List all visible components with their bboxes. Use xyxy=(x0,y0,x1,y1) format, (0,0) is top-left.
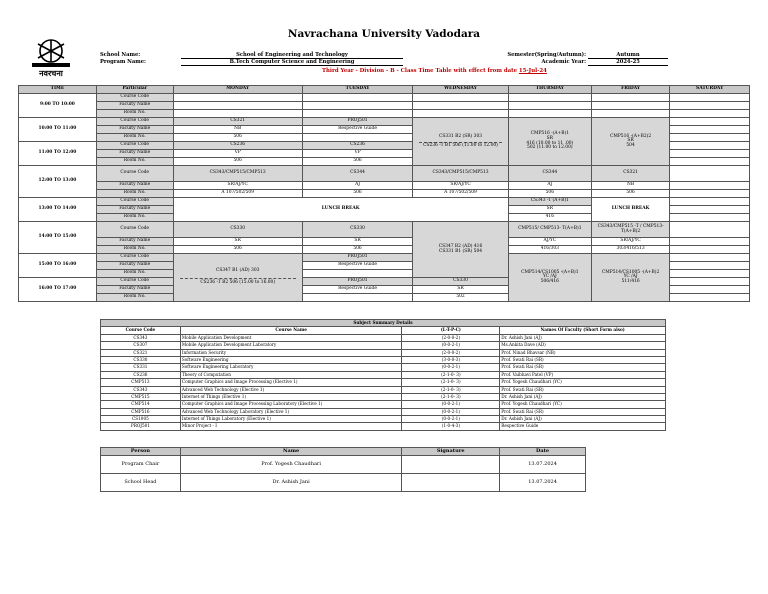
table-cell: CS344 xyxy=(508,166,591,182)
table-cell: Course Code xyxy=(101,327,181,334)
semester-value: Autumn xyxy=(616,52,640,58)
table-row xyxy=(101,349,666,356)
table-cell: Respective Guide xyxy=(302,286,412,294)
table-cell xyxy=(670,262,750,270)
table-cell: WEDNESDAY xyxy=(413,86,508,94)
table-row xyxy=(101,474,586,492)
table-cell: (2-0-0-2) xyxy=(402,349,500,356)
table-cell: PROJ501 xyxy=(302,118,412,126)
table-cell: AJ xyxy=(302,182,412,190)
table-cell: VP xyxy=(173,150,302,158)
table-cell: Faculty Name xyxy=(96,126,173,134)
table-cell: 303/416/513 xyxy=(591,246,669,254)
table-cell: Room No. xyxy=(96,158,173,166)
table-cell: Name xyxy=(180,448,401,456)
table-cell: CS236 xyxy=(173,142,302,150)
table-cell: Course Name xyxy=(180,327,402,334)
program-label: Program Name: xyxy=(100,59,146,65)
table-cell: MONDAY xyxy=(173,86,302,94)
table-row xyxy=(101,393,666,400)
table-cell: Prof. Swati Rai (SR) xyxy=(500,364,666,371)
table-cell xyxy=(670,214,750,222)
notice-text: Third Year - Division - B - Class Time Table with effect from date 15-Jul-24 xyxy=(322,68,547,74)
table-cell: Room No. xyxy=(96,246,173,254)
lab-cell: CMP514/CS1005 -(A+B)2 YC /AJ 511/416 xyxy=(591,254,669,302)
table-cell xyxy=(670,246,750,254)
table-cell xyxy=(591,94,669,102)
table-cell: Prof. Yogesh Chaudhari (YC) xyxy=(500,401,666,408)
table-cell: CMP515 xyxy=(101,393,181,400)
table-cell xyxy=(402,456,500,474)
table-cell: CMP516 xyxy=(101,408,181,415)
table-cell: Room No. xyxy=(96,190,173,198)
table-cell: CS343 -T (A+B)1 xyxy=(508,198,591,206)
table-cell: Room No. xyxy=(96,270,173,278)
table-cell: (2-1-0- 3) xyxy=(402,386,500,393)
table-cell: CS236 xyxy=(101,371,181,378)
table-cell: Software Engineering Laboratory xyxy=(180,364,402,371)
table-cell xyxy=(670,102,750,110)
table-row xyxy=(101,379,666,386)
table-cell: CS343 xyxy=(101,334,181,341)
lunch-break: LUNCH BREAK xyxy=(173,198,508,222)
table-cell: Faculty Name xyxy=(96,206,173,214)
time-slot: 10:00 TO 11:00 xyxy=(19,118,97,142)
table-cell xyxy=(670,126,750,134)
table-cell: School Head xyxy=(101,474,181,492)
table-cell: 13.07.2024 xyxy=(500,474,586,492)
table-cell: Room No. xyxy=(96,214,173,222)
table-cell: SR xyxy=(508,206,591,214)
timetable xyxy=(18,85,750,302)
table-cell: CS307 xyxy=(101,342,181,349)
subject-summary xyxy=(100,319,666,431)
table-cell xyxy=(591,110,669,118)
table-cell: CS1005 xyxy=(101,416,181,423)
table-cell: NB xyxy=(591,182,669,190)
timetable-header xyxy=(19,86,750,94)
table-cell: Software Engineering xyxy=(180,356,402,363)
table-cell: 506 xyxy=(302,158,412,166)
academic-year-value: 2024-25 xyxy=(616,59,640,65)
lunch-break: LUNCH BREAK xyxy=(591,198,669,222)
table-cell xyxy=(413,94,508,102)
table-cell: Names Of Faculty (Short Form also) xyxy=(500,327,666,334)
table-cell: Computer Graphics and Image Processing Laboratory (Elective 1) xyxy=(180,401,402,408)
time-slot: 11:00 TO 12:00 xyxy=(19,142,97,166)
table-cell: (0-0-2-1) xyxy=(402,416,500,423)
table-cell xyxy=(670,238,750,246)
table-cell xyxy=(670,142,750,150)
table-cell: Course Code xyxy=(96,278,173,286)
table-cell: Faculty Name xyxy=(96,102,173,110)
table-cell: CS321 xyxy=(173,118,302,126)
subject-summary-title: Subject Summary Details xyxy=(101,320,666,327)
program-value: B.Tech Computer Science and Engineering xyxy=(229,59,355,65)
table-cell: (0-0-2-1) xyxy=(402,342,500,349)
table-cell: Course Code xyxy=(96,94,173,102)
table-cell: CS330 xyxy=(413,278,508,286)
table-cell: CS331 xyxy=(101,364,181,371)
table-cell xyxy=(302,294,412,302)
table-cell: (2-1-0- 3) xyxy=(402,393,500,400)
table-cell: Course Code xyxy=(96,222,173,238)
table-cell: Minor Project - I xyxy=(180,423,402,430)
table-cell xyxy=(670,198,750,206)
table-cell: 506 xyxy=(173,246,302,254)
table-cell: (2-1-0- 3) xyxy=(402,371,500,378)
table-cell: SR xyxy=(413,286,508,294)
table-cell: Respective Guide xyxy=(302,262,412,270)
time-slot: 13:00 TO 14:00 xyxy=(19,198,97,222)
table-cell: Faculty Name xyxy=(96,238,173,246)
table-cell: 506 xyxy=(302,246,412,254)
table-cell xyxy=(670,278,750,286)
university-logo xyxy=(26,38,76,80)
table-cell: (0-0-2-1) xyxy=(402,364,500,371)
table-cell: Respective Guide xyxy=(302,126,412,134)
table-cell xyxy=(302,94,412,102)
table-cell: (0-0-2-1) xyxy=(402,408,500,415)
table-cell: Mobile Application Development Laboratory xyxy=(180,342,402,349)
table-cell: 506 xyxy=(173,134,302,142)
table-cell: Prof. Swati Rai (SR) xyxy=(500,356,666,363)
table-cell: 506 xyxy=(508,190,591,198)
time-slot: 16:00 TO 17:00 xyxy=(19,278,97,302)
table-cell: CS321 xyxy=(101,349,181,356)
table-cell: Ms.Ankita Dave (AD) xyxy=(500,342,666,349)
table-cell: SR/AJ/YC xyxy=(591,238,669,246)
table-cell: PROJ501 xyxy=(302,278,412,286)
table-cell xyxy=(173,102,302,110)
school-label: School Name: xyxy=(100,52,141,58)
table-cell: (1-0-4-3) xyxy=(402,423,500,430)
table-cell: Faculty Name xyxy=(96,286,173,294)
table-cell: PROJ501 xyxy=(302,254,412,262)
table-cell xyxy=(302,270,412,278)
table-cell: TIME xyxy=(19,86,97,94)
table-cell xyxy=(302,102,412,110)
table-cell: Prof. Yogesh Chaudhari xyxy=(180,456,401,474)
table-row xyxy=(101,342,666,349)
table-cell xyxy=(670,286,750,294)
table-cell: CS236 xyxy=(302,142,412,150)
table-cell: 416/303 xyxy=(508,246,591,254)
lab-cell: CMP516 -(A+B)1 SR 416 (10.00 to 11 .00) 502 (11.00 to 12.00) xyxy=(508,118,591,166)
table-cell: AJ/YC xyxy=(508,238,591,246)
table-cell: Prof. Vaibhavi Patel (VP) xyxy=(500,371,666,378)
table-cell: SR xyxy=(173,238,302,246)
table-cell: CMP513 xyxy=(101,379,181,386)
table-cell xyxy=(670,222,750,238)
table-cell: Room No. xyxy=(96,294,173,302)
effective-date: 15-Jul-24 xyxy=(518,68,547,74)
table-cell: SR/AJ/YC xyxy=(173,182,302,190)
table-cell: Computer Graphics and Image Processing (Elective 1) xyxy=(180,379,402,386)
table-cell: A 107/502/509 xyxy=(173,190,302,198)
table-cell: Faculty Name xyxy=(96,182,173,190)
table-cell: 506 xyxy=(302,190,412,198)
table-cell: 13.07.2024 xyxy=(500,456,586,474)
table-cell: Dr. Ashish Jani xyxy=(180,474,401,492)
table-cell: CS330 xyxy=(101,356,181,363)
semester-label: Semester(Spring/Autumn): xyxy=(507,52,586,58)
table-cell xyxy=(173,94,302,102)
table-cell: Internet of Things Laboratory (Elective 1) xyxy=(180,416,402,423)
table-cell xyxy=(670,254,750,262)
table-cell xyxy=(402,474,500,492)
table-cell: Course Code xyxy=(96,142,173,150)
table-cell: Dr. Ashish Jani (AJ) xyxy=(500,416,666,423)
table-cell: CS343/CMP515/CMP513 xyxy=(173,166,302,182)
table-row xyxy=(101,356,666,363)
table-row xyxy=(101,456,586,474)
table-cell: THURSDAY xyxy=(508,86,591,94)
signoff-table xyxy=(100,447,586,492)
table-cell: Course Code xyxy=(96,254,173,262)
table-cell: (2-0-0-2) xyxy=(402,334,500,341)
table-cell: Course Code xyxy=(96,198,173,206)
table-cell xyxy=(508,110,591,118)
lab-cell: CS347 B1 (AD) 303 CS236 -T B2 506 (15.00 to 16.00) xyxy=(173,254,302,302)
table-cell: CS343/CMP515/CMP513 xyxy=(413,166,508,182)
table-cell: CS330 xyxy=(173,222,302,238)
table-cell: CS343/CMP515 -T / CMP513- T(A+B)2 xyxy=(591,222,669,238)
table-row xyxy=(101,364,666,371)
table-cell: Faculty Name xyxy=(96,150,173,158)
table-cell: A 107/502/509 xyxy=(413,190,508,198)
table-row xyxy=(101,386,666,393)
table-cell: PROJ501 xyxy=(101,423,181,430)
table-cell: Signature xyxy=(402,448,500,456)
table-cell: Information Security xyxy=(180,349,402,356)
table-cell: Room No. xyxy=(96,110,173,118)
table-cell xyxy=(302,134,412,142)
table-cell: Program Chair xyxy=(101,456,181,474)
table-cell: CS321 xyxy=(591,166,669,182)
table-cell xyxy=(670,190,750,198)
lab-cell: CMP514/CS1005 -(A+B)1 YC /AJ 506/416 xyxy=(508,254,591,302)
table-cell xyxy=(173,110,302,118)
table-cell xyxy=(591,102,669,110)
table-row xyxy=(101,416,666,423)
table-row xyxy=(101,401,666,408)
page-title: Navrachana University Vadodara xyxy=(287,28,481,40)
table-cell: Prof. Yogesh Chaudhari (YC) xyxy=(500,379,666,386)
table-cell xyxy=(670,118,750,126)
table-cell xyxy=(670,206,750,214)
table-cell: Particular xyxy=(96,86,173,94)
table-cell: Course Code xyxy=(96,166,173,182)
table-cell: (3-0-0-3) xyxy=(402,356,500,363)
table-cell: Prof. Swati Rai (SR) xyxy=(500,386,666,393)
table-cell xyxy=(670,166,750,182)
table-row xyxy=(101,334,666,341)
table-cell: NB xyxy=(173,126,302,134)
table-cell: Mobile Application Development xyxy=(180,334,402,341)
table-cell: VP xyxy=(302,150,412,158)
table-cell: AJ xyxy=(508,182,591,190)
table-cell: CMP515/ CMP513- T(A+B)1 xyxy=(508,222,591,238)
table-row xyxy=(101,408,666,415)
svg-text:नवरचना: नवरचना xyxy=(39,69,63,78)
table-cell xyxy=(670,94,750,102)
table-cell: Prof. Ninad Bhavsar (NB) xyxy=(500,349,666,356)
table-cell: FRIDAY xyxy=(591,86,669,94)
table-cell xyxy=(670,182,750,190)
time-slot: 12:00 TO 13:00 xyxy=(19,166,97,198)
table-cell: (0-0-2-1) xyxy=(402,401,500,408)
table-cell: Internet of Things (Elective 1) xyxy=(180,393,402,400)
lab-cell: CS331 B2 (SR) 303 CS236 -T B1 506 (11.00 to 12.00) xyxy=(413,118,508,166)
table-cell xyxy=(670,134,750,142)
table-cell xyxy=(670,270,750,278)
table-cell: Room No. xyxy=(96,134,173,142)
table-cell: CS343 xyxy=(101,386,181,393)
table-cell: (2-1-0- 3) xyxy=(402,379,500,386)
table-cell: TUESDAY xyxy=(302,86,412,94)
table-cell: Respective Guide xyxy=(500,423,666,430)
table-cell xyxy=(670,158,750,166)
table-cell xyxy=(413,110,508,118)
time-slot: 9:00 TO 10:00 xyxy=(19,94,97,118)
table-cell: SATURDAY xyxy=(670,86,750,94)
table-cell: Dr. Ashish Jani (AJ) xyxy=(500,334,666,341)
table-row xyxy=(101,423,666,430)
time-slot: 15:00 TO 16:00 xyxy=(19,254,97,278)
table-cell: Date xyxy=(500,448,586,456)
table-cell: (L-T-P-C) xyxy=(402,327,500,334)
lab-cell: CS347 B2 (AD) 416 CS331 B1 (SR) 504 xyxy=(413,222,508,278)
table-cell: 502 xyxy=(413,294,508,302)
table-cell: CS344 xyxy=(302,166,412,182)
table-cell: Course Code xyxy=(96,118,173,126)
table-cell xyxy=(413,102,508,110)
table-cell: Faculty Name xyxy=(96,262,173,270)
table-cell: Prof. Swati Rai (SR) xyxy=(500,408,666,415)
table-cell: CS330 xyxy=(302,222,412,238)
table-cell: SR/AJ/YC xyxy=(413,182,508,190)
table-cell: 506 xyxy=(591,190,669,198)
time-slot: 14:00 TO 15:00 xyxy=(19,222,97,254)
table-cell xyxy=(302,110,412,118)
table-cell: Dr. Ashish Jani (AJ) xyxy=(500,393,666,400)
table-cell xyxy=(670,110,750,118)
school-value: School of Engineering and Technology xyxy=(236,52,348,58)
table-cell xyxy=(508,102,591,110)
table-cell: Theory of Computation xyxy=(180,371,402,378)
table-cell: 416 xyxy=(508,214,591,222)
table-cell: Advanced Web Technology (Elective 1) xyxy=(180,386,402,393)
table-cell: Advanced Web Technology Laboratory (Elective 1) xyxy=(180,408,402,415)
academic-year-label: Academic Year: xyxy=(541,59,586,65)
table-cell xyxy=(508,94,591,102)
table-cell: Person xyxy=(101,448,181,456)
table-cell: SR xyxy=(302,238,412,246)
table-row xyxy=(101,371,666,378)
table-cell xyxy=(670,294,750,302)
table-cell: CMP514 xyxy=(101,401,181,408)
table-cell xyxy=(670,150,750,158)
lab-cell: CMP516 -(A+B2)2 SR 504 xyxy=(591,118,669,166)
table-cell: 506 xyxy=(173,158,302,166)
